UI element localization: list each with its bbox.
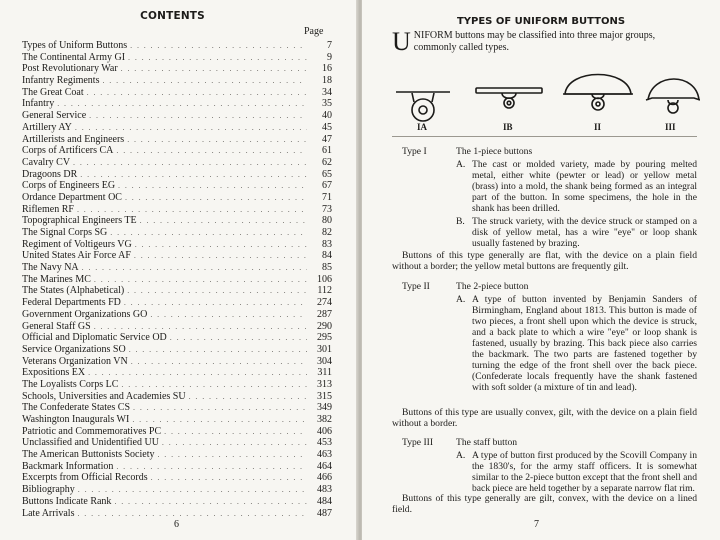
toc-entry-page: 65 — [322, 168, 332, 180]
toc-leader-dots — [73, 157, 307, 169]
toc-leader-dots — [87, 87, 307, 99]
toc-entry — [22, 192, 332, 204]
type-label: Type III — [402, 437, 434, 448]
toc-entry — [22, 426, 332, 438]
toc-entry-page: 304 — [317, 355, 332, 367]
toc-entry — [22, 227, 332, 239]
type-item: A. A type of button invented by Benjamin Sanders of Birmingham, England about 1813. This button is made of two pieces, a front shell upon which the device is struck, and a back plate to which a wire "eye" or loop shank is fastened, usually by brazing. This back piece also carries the backmark. The two parts are fastened together by turning the edge of the front shell over the back piece. (Confederate locals frequently have the shank fastened with soft solder (a mixture of tin and lead). — [456, 294, 697, 393]
toc-leader-dots — [121, 63, 307, 75]
toc-entry-page: 382 — [317, 414, 332, 425]
toc-entry-title: The States (Alphabetical) — [22, 285, 125, 297]
toc-entry — [22, 180, 332, 192]
toc-entry — [22, 356, 332, 368]
toc-entry-page: 35 — [322, 98, 332, 110]
intro-text: NIFORM buttons may be classified into three major groups, commonly called types. — [413, 30, 656, 53]
toc-entry-title: Artillerists and Engineers — [22, 133, 125, 145]
toc-entry — [22, 309, 332, 321]
toc-entry-page: 62 — [322, 156, 332, 168]
toc-entry-page: 487 — [317, 507, 332, 519]
toc-entry — [22, 508, 332, 520]
toc-entry — [22, 461, 332, 473]
toc-entry-title: General Service — [22, 110, 87, 122]
toc-entry-title: The Continental Army GI — [22, 51, 126, 63]
toc-entry-page: 112 — [317, 285, 332, 297]
toc-entry-title: Types of Uniform Buttons — [22, 40, 128, 51]
toc-leader-dots — [89, 110, 307, 122]
toc-entry — [22, 87, 332, 99]
toc-entry — [22, 110, 332, 122]
toc-entry-title: Riflemen RF — [22, 203, 74, 215]
button-iii-drawing — [646, 79, 700, 113]
toc-leader-dots — [57, 98, 307, 110]
toc-leader-dots — [121, 379, 307, 391]
toc-entry-page: 45 — [322, 121, 332, 133]
type-item: B. The struck variety, with the device struck or stamped on a disk of yellow metal, has a wire "eye" or loop shank usually fastened by brazing. — [456, 216, 697, 249]
type-i-block — [402, 146, 697, 249]
toc-leader-dots — [88, 367, 307, 379]
type-iii-block — [402, 437, 697, 494]
type-ii-block — [402, 281, 697, 393]
toc-entry-page: 484 — [317, 495, 332, 507]
toc-entry — [22, 145, 332, 157]
toc-entry — [22, 157, 332, 169]
toc-entry — [22, 367, 332, 379]
toc-entry — [22, 449, 332, 461]
type-i-note: Buttons of this type generally are flat, with the device on a plain field without a border; the yellow metal buttons are frequently gilt. — [392, 250, 697, 272]
table-of-contents — [22, 40, 332, 519]
button-ii-drawing — [563, 75, 633, 111]
toc-leader-dots — [164, 426, 307, 438]
toc-leader-dots — [132, 414, 307, 426]
toc-entry — [22, 379, 332, 391]
toc-leader-dots — [162, 437, 307, 449]
toc-entry-page: 311 — [317, 367, 332, 379]
toc-leader-dots — [94, 274, 307, 286]
toc-entry-title: Ordance Department OC — [22, 191, 122, 203]
right-page-number: 7 — [534, 519, 539, 530]
toc-entry-title: Buttons Indicate Rank — [22, 495, 112, 507]
toc-entry — [22, 204, 332, 216]
toc-entry-page: 463 — [317, 449, 332, 461]
toc-entry — [22, 134, 332, 146]
toc-leader-dots — [129, 344, 307, 356]
toc-entry-page: 16 — [322, 63, 332, 75]
toc-entry-page: 40 — [322, 110, 332, 122]
toc-leader-dots — [151, 472, 307, 484]
toc-leader-dots — [110, 227, 307, 239]
toc-entry — [22, 402, 332, 414]
toc-entry-title: The Navy NA — [22, 262, 79, 274]
intro-paragraph — [392, 27, 697, 56]
toc-entry-title: The Marines MC — [22, 273, 91, 285]
toc-entry-page: 295 — [317, 332, 332, 344]
toc-entry-page: 301 — [317, 343, 332, 355]
toc-entry-page: 73 — [322, 203, 332, 215]
toc-entry-page: 85 — [322, 262, 332, 274]
toc-entry — [22, 496, 332, 508]
toc-entry — [22, 437, 332, 449]
toc-entry-title: Unclassified and Unidentified UU — [22, 437, 159, 449]
toc-leader-dots — [80, 169, 307, 181]
toc-leader-dots — [140, 215, 307, 227]
toc-entry-title: Artillery AY — [22, 121, 72, 133]
toc-entry — [22, 169, 332, 181]
toc-leader-dots — [118, 180, 307, 192]
toc-entry-title: The Great Coat — [22, 86, 84, 98]
toc-entry-title: Service Organizations SO — [22, 343, 126, 355]
toc-entry-page: 106 — [317, 273, 332, 285]
toc-entry-page: 466 — [317, 472, 332, 484]
toc-entry-title: Topographical Engineers TE — [22, 215, 137, 227]
figure-label-ib: IB — [503, 122, 513, 132]
toc-entry-page: 47 — [322, 133, 332, 145]
toc-entry-title: Federal Departments FD — [22, 297, 121, 309]
section-heading: TYPES OF UNIFORM BUTTONS — [456, 16, 626, 27]
toc-entry-page: 83 — [322, 238, 332, 250]
figure-label-ii: II — [594, 122, 602, 132]
toc-entry — [22, 472, 332, 484]
toc-entry-page: 349 — [317, 402, 332, 414]
toc-entry — [22, 391, 332, 403]
toc-entry — [22, 297, 332, 309]
toc-entry — [22, 262, 332, 274]
toc-entry-page: 9 — [327, 51, 332, 63]
toc-entry — [22, 414, 332, 426]
toc-entry-page: 84 — [322, 250, 332, 262]
toc-leader-dots — [170, 332, 307, 344]
toc-leader-dots — [134, 250, 307, 262]
toc-entry-title: The Confederate States CS — [22, 402, 131, 414]
toc-entry-title: The American Buttonists Society — [22, 449, 155, 461]
type-name: The staff button — [456, 437, 518, 448]
toc-leader-dots — [130, 40, 307, 52]
toc-entry-title: Infantry Regiments — [22, 75, 100, 87]
toc-entry-title: Corps of Engineers EG — [22, 180, 116, 192]
toc-entry-title: Bibliography — [22, 484, 75, 496]
toc-entry-title: The Loyalists Corps LC — [22, 378, 119, 390]
toc-entry — [22, 332, 332, 344]
toc-leader-dots — [127, 285, 307, 297]
toc-entry-page: 7 — [327, 40, 332, 51]
toc-entry-page: 71 — [322, 191, 332, 203]
toc-leader-dots — [116, 145, 307, 157]
toc-leader-dots — [102, 75, 307, 87]
toc-entry-page: 61 — [322, 145, 332, 157]
left-page — [0, 0, 358, 540]
toc-entry — [22, 40, 332, 52]
toc-entry-title: Backmark Information — [22, 460, 114, 472]
toc-entry — [22, 98, 332, 110]
toc-entry-title: Official and Diplomatic Service OD — [22, 332, 167, 344]
toc-entry-title: Infantry — [22, 98, 55, 110]
toc-leader-dots — [189, 391, 307, 403]
toc-entry — [22, 239, 332, 251]
toc-entry-page: 453 — [317, 437, 332, 449]
toc-entry-page: 406 — [317, 425, 332, 437]
toc-leader-dots — [125, 192, 307, 204]
type-name: The 1-piece buttons — [456, 146, 533, 157]
toc-entry-page: 313 — [317, 378, 332, 390]
toc-entry-title: Dragoons DR — [22, 168, 78, 180]
toc-leader-dots — [150, 309, 307, 321]
page-column-label: Page — [304, 26, 324, 37]
toc-entry-page: 18 — [322, 75, 332, 87]
toc-leader-dots — [135, 239, 307, 251]
toc-leader-dots — [128, 52, 307, 64]
toc-entry-title: United States Air Force AF — [22, 250, 131, 262]
toc-leader-dots — [116, 461, 307, 473]
type-label: Type I — [402, 146, 427, 157]
type-ii-note: Buttons of this type are usually convex, gilt, with the device on a plain field without a border. — [392, 407, 697, 429]
drop-cap: U — [392, 27, 411, 56]
toc-entry — [22, 274, 332, 286]
toc-entry — [22, 285, 332, 297]
figure-label-ia: IA — [417, 122, 428, 132]
toc-leader-dots — [131, 356, 307, 368]
toc-leader-dots — [157, 449, 307, 461]
button-ia-drawing — [396, 92, 450, 121]
type-name: The 2-piece button — [456, 281, 529, 292]
type-label: Type II — [402, 281, 430, 292]
toc-entry-title: Patriotic and Commemoratives PC — [22, 425, 162, 437]
toc-entry — [22, 250, 332, 262]
toc-leader-dots — [94, 321, 307, 333]
toc-entry-page: 287 — [317, 308, 332, 320]
contents-heading: CONTENTS — [140, 10, 205, 22]
toc-entry-title: Veterans Organization VN — [22, 355, 128, 367]
toc-entry — [22, 75, 332, 87]
toc-entry-page: 80 — [322, 215, 332, 227]
toc-entry-title: Washington Inaugurals WI — [22, 414, 130, 425]
toc-leader-dots — [77, 204, 307, 216]
toc-entry-title: Regiment of Voltigeurs VG — [22, 238, 132, 250]
figure-label-iii: III — [665, 122, 676, 132]
left-page-number: 6 — [174, 519, 179, 530]
toc-leader-dots — [133, 402, 307, 414]
toc-entry — [22, 215, 332, 227]
toc-entry-title: Excerpts from Official Records — [22, 472, 148, 484]
right-page — [362, 0, 720, 540]
figure-divider — [392, 136, 697, 137]
toc-entry-page: 464 — [317, 460, 332, 472]
button-types-illustration — [390, 62, 700, 142]
type-item: A. A type of button first produced by the Scovill Company in the 1830's, for the army staff officers. It is somewhat similar to the 2-piece button except that the front shell and back piece are held together by a separate narrow flat rim. — [456, 450, 697, 494]
toc-leader-dots — [82, 262, 307, 274]
toc-entry-title: Expositions EX — [22, 367, 86, 379]
toc-entry — [22, 52, 332, 64]
toc-entry — [22, 122, 332, 134]
type-item: A. The cast or molded variety, made by pouring melted metal, either white (pewter or lead) or yellow metal (brass) into a mold, the shank being formed as an integral part of the button. In some specimens, the hole in the shank has been drilled. — [456, 159, 697, 214]
toc-leader-dots — [114, 496, 307, 508]
toc-leader-dots — [77, 508, 307, 520]
toc-entry-title: Post Revolutionary War — [22, 63, 118, 75]
toc-entry-title: Government Organizations GO — [22, 308, 148, 320]
toc-entry-title: Schools, Universities and Academies SU — [22, 390, 186, 402]
toc-entry — [22, 484, 332, 496]
toc-entry-page: 290 — [317, 320, 332, 332]
toc-entry-page: 67 — [322, 180, 332, 192]
toc-entry-page: 82 — [322, 227, 332, 238]
toc-leader-dots — [127, 134, 307, 146]
toc-leader-dots — [78, 484, 307, 496]
toc-entry-page: 34 — [322, 86, 332, 98]
toc-leader-dots — [124, 297, 307, 309]
toc-entry-title: Late Arrivals — [22, 507, 75, 519]
toc-entry — [22, 321, 332, 333]
toc-entry-page: 315 — [317, 390, 332, 402]
toc-entry-title: Corps of Artificers CA — [22, 145, 114, 157]
toc-entry-page: 274 — [317, 297, 332, 309]
toc-entry-title: The Signal Corps SG — [22, 227, 108, 238]
toc-entry — [22, 344, 332, 356]
toc-entry — [22, 63, 332, 75]
toc-leader-dots — [75, 122, 307, 134]
type-iii-note: Buttons of this type generally are gilt, convex, with the device on a lined field. — [392, 493, 697, 515]
toc-entry-title: General Staff GS — [22, 320, 91, 332]
toc-entry-page: 483 — [317, 484, 332, 496]
toc-entry-title: Cavalry CV — [22, 156, 71, 168]
button-ib-drawing — [476, 88, 542, 108]
